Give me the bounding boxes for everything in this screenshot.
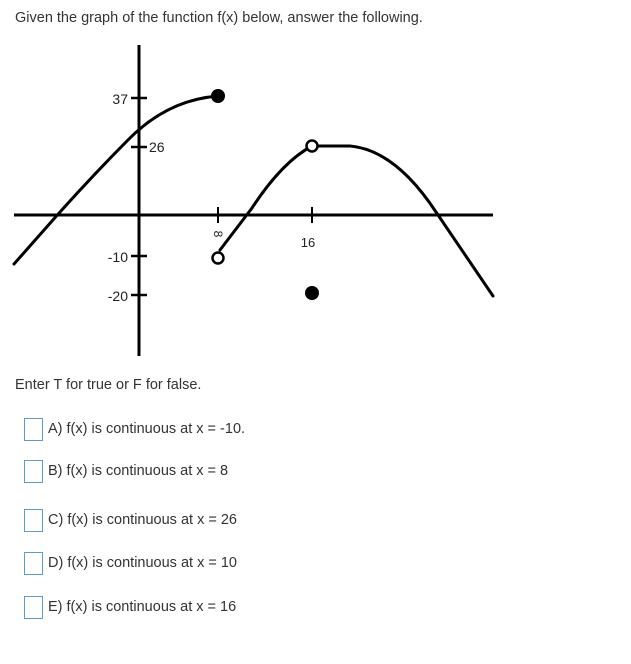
answer-input-a[interactable]: [24, 418, 43, 441]
open-point-x8: [213, 253, 224, 264]
answer-label-a: A) f(x) is continuous at x = -10.: [48, 421, 246, 437]
question-text: Given the graph of the function f(x) below, answer the following.: [15, 10, 423, 26]
answer-input-b[interactable]: [24, 460, 43, 483]
x-label-16: 16: [300, 235, 316, 250]
filled-point-top: [211, 89, 225, 103]
curve-middle-rising: [220, 146, 312, 250]
x-label-8: 8: [211, 230, 225, 238]
answer-label-d: D) f(x) is continuous at x = 10: [48, 555, 237, 571]
curve-right-plateau: [314, 146, 493, 296]
y-label-neg20: -20: [107, 288, 128, 304]
answer-input-e[interactable]: [24, 596, 43, 619]
y-label-neg10: -10: [107, 249, 128, 265]
curve-left-rising: [14, 96, 218, 264]
answer-label-b: B) f(x) is continuous at x = 8: [48, 463, 229, 479]
answer-label-c: C) f(x) is continuous at x = 26: [48, 512, 237, 528]
answer-row-c: [24, 508, 237, 532]
answer-row-e: [24, 595, 236, 619]
instruction-text: Enter T for true or F for false.: [15, 377, 202, 393]
answer-row-a: [24, 417, 245, 441]
answer-label-e: E) f(x) is continuous at x = 16: [48, 599, 237, 615]
answer-input-c[interactable]: [24, 509, 43, 532]
y-label-26: 26: [149, 139, 165, 155]
y-label-37: 37: [112, 91, 128, 107]
answer-input-d[interactable]: [24, 552, 43, 575]
open-point-x16: [307, 141, 318, 152]
filled-point-x16: [305, 286, 319, 300]
answer-row-b: [24, 459, 228, 483]
answer-row-d: [24, 551, 237, 575]
